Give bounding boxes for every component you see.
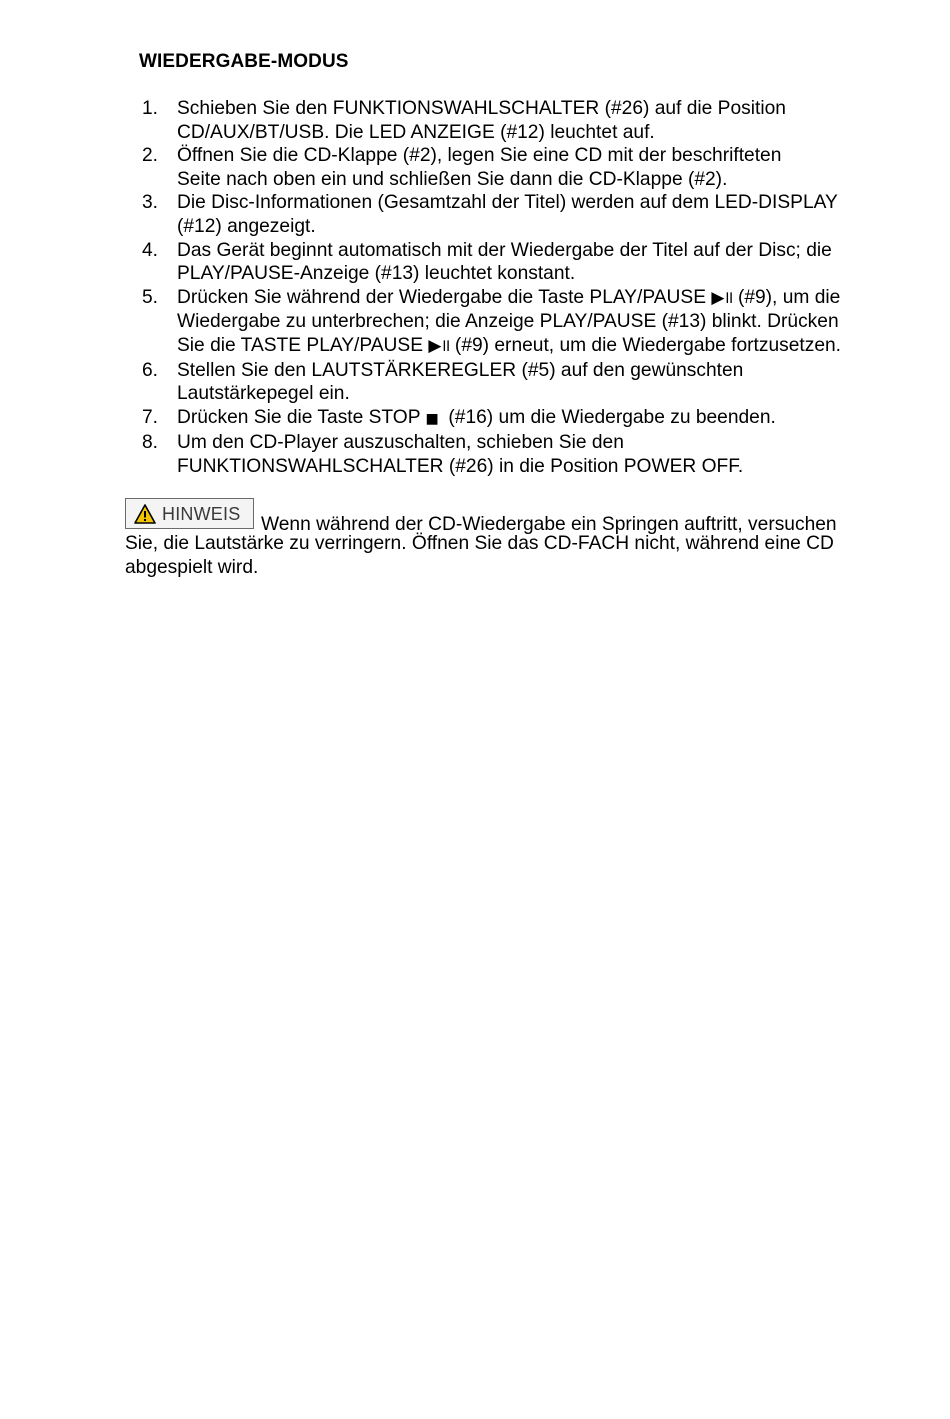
steps-list [138,97,908,479]
step-7 [138,406,908,432]
step-text: Drücken Sie die Taste STOP [177,406,426,428]
step-number: 8. [142,432,159,454]
step-number: 4. [142,239,159,261]
step-text-line: CD/AUX/BT/USB. Die LED ANZEIGE (#12) leuchtet auf. [177,121,655,143]
step-number: 1. [142,98,159,119]
step-text-line: Um den CD-Player auszuschalten, schieben Sie den [177,432,624,454]
step-text-line: Schieben Sie den FUNKTIONSWAHLSCHALTER (#26) auf die Position [177,98,786,119]
step-2 [138,144,908,191]
note-text-line: Wenn während der CD-Wiedergabe ein Springen auftritt, versuchen [261,514,837,535]
step-6 [138,359,908,406]
step-text: (#9), um die [732,286,841,308]
step-text-line: PLAY/PAUSE-Anzeige (#13) leuchtet konstant. [177,263,576,285]
step-8 [138,431,908,478]
step-text-line: Wiedergabe zu unterbrechen; die Anzeige PLAY/PAUSE (#13) blinkt. Drücken [177,311,839,333]
step-3 [138,191,908,238]
step-text: (#16) um die Wiedergabe zu beenden. [437,406,776,428]
step-number: 5. [142,286,159,308]
step-1 [138,97,908,144]
note-first-row [125,498,905,535]
step-text-line [177,406,908,432]
step-text-line: Lautstärkepegel ein. [177,383,350,405]
step-text-line: Die Disc-Informationen (Gesamtzahl der Titel) werden auf dem LED-DISPLAY [177,192,838,214]
step-text: (#9) erneut, um die Wiedergabe fortzusetzen. [449,334,842,356]
badge-label: HINWEIS [162,504,241,524]
note-block [125,498,905,579]
note-text-line: abgespielt wird. [125,556,259,578]
step-text-line: Stellen Sie den LAUTSTÄRKEREGLER (#5) auf den gewünschten [177,359,744,381]
step-5 [138,286,908,359]
step-number: 7. [142,406,159,428]
stop-icon: ■ [425,410,438,427]
step-text-line: FUNKTIONSWAHLSCHALTER (#26) in die Position POWER OFF. [177,455,744,477]
step-number: 6. [142,359,159,381]
step-number: 2. [142,145,159,167]
step-text: Sie die TASTE PLAY/PAUSE [177,334,429,356]
section-heading: WIEDERGABE-MODUS [139,51,349,72]
step-text-line: Das Gerät beginnt automatisch mit der Wiedergabe der Titel auf der Disc; die [177,239,832,261]
step-text-line [177,286,908,311]
step-text-line: Öffnen Sie die CD-Klappe (#2), legen Sie eine CD mit der beschrifteten [177,145,782,167]
step-text: Drücken Sie während der Wiedergabe die Taste PLAY/PAUSE [177,286,712,308]
play-pause-icon: ▶॥ [428,335,450,356]
warning-triangle-icon [134,504,156,524]
step-text-line [177,334,908,359]
step-text-line: (#12) angezeigt. [177,215,316,237]
step-4 [138,239,908,286]
note-badge [125,498,254,529]
step-text-line: Seite nach oben ein und schließen Sie dann die CD-Klappe (#2). [177,168,728,190]
step-number: 3. [142,192,159,214]
note-text-line: Sie, die Lautstärke zu verringern. Öffnen Sie das CD-FACH nicht, während eine CD [125,533,834,554]
play-pause-icon: ▶॥ [711,287,733,308]
